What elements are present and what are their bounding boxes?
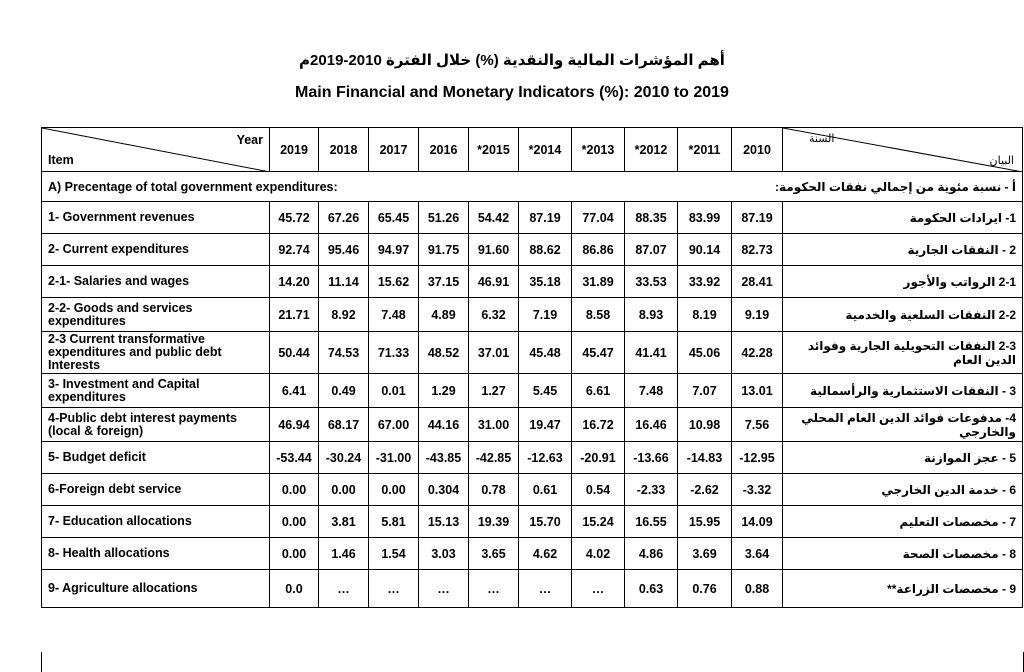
value-cell: 15.24 — [572, 506, 625, 538]
row-label-arabic: 9 - مخصصات الزراعة** — [783, 570, 1023, 608]
value-cell: 6.32 — [469, 298, 519, 332]
table-row — [42, 506, 1023, 538]
value-cell: … — [519, 570, 572, 608]
value-cell: … — [369, 570, 419, 608]
value-cell: 88.35 — [625, 202, 678, 234]
value-cell: 4.86 — [625, 538, 678, 570]
value-cell: -20.91 — [572, 442, 625, 474]
value-cell: 3.65 — [469, 538, 519, 570]
table-row — [42, 538, 1023, 570]
value-cell: 74.53 — [319, 332, 369, 374]
value-cell: 0.00 — [270, 474, 319, 506]
row-label: 4-Public debt interest payments (local & foreign) — [42, 408, 270, 442]
value-cell: 86.86 — [572, 234, 625, 266]
row-label: 8- Health allocations — [42, 538, 270, 570]
header-year: 2010 — [732, 128, 783, 172]
header-year: 2018 — [319, 128, 369, 172]
page-title-english: Main Financial and Monetary Indicators (%): 2010 to 2019 — [295, 84, 729, 101]
value-cell: 45.72 — [270, 202, 319, 234]
value-cell: 42.28 — [732, 332, 783, 374]
value-cell: 7.56 — [732, 408, 783, 442]
value-cell: 15.70 — [519, 506, 572, 538]
header-year: *2011 — [678, 128, 732, 172]
value-cell: 48.52 — [419, 332, 469, 374]
row-label-arabic: 6 - خدمة الدين الخارجي — [783, 474, 1023, 506]
value-cell: 16.55 — [625, 506, 678, 538]
value-cell: 45.48 — [519, 332, 572, 374]
table-row — [42, 266, 1023, 298]
section-a-cell — [42, 172, 1023, 202]
value-cell: 37.15 — [419, 266, 469, 298]
value-cell: 21.71 — [270, 298, 319, 332]
value-cell: 0.54 — [572, 474, 625, 506]
header-year: *2012 — [625, 128, 678, 172]
row-label: 5- Budget deficit — [42, 442, 270, 474]
value-cell: 46.91 — [469, 266, 519, 298]
table-row — [42, 234, 1023, 266]
value-cell: 45.06 — [678, 332, 732, 374]
value-cell: -12.63 — [519, 442, 572, 474]
value-cell: 67.00 — [369, 408, 419, 442]
value-cell: -13.66 — [625, 442, 678, 474]
value-cell: 28.41 — [732, 266, 783, 298]
section-a-title: A) Precentage of total government expenditures: — [48, 179, 338, 194]
value-cell: -14.83 — [678, 442, 732, 474]
value-cell: 91.75 — [419, 234, 469, 266]
value-cell: 8.58 — [572, 298, 625, 332]
value-cell: -2.33 — [625, 474, 678, 506]
value-cell: 4.62 — [519, 538, 572, 570]
value-cell: 94.97 — [369, 234, 419, 266]
table-row — [42, 202, 1023, 234]
row-label: 7- Education allocations — [42, 506, 270, 538]
row-label: 6-Foreign debt service — [42, 474, 270, 506]
value-cell: 4.89 — [419, 298, 469, 332]
value-cell: 71.33 — [369, 332, 419, 374]
row-label-arabic: 2-2 النفقات السلعية والخدمية — [783, 298, 1023, 332]
row-label: 9- Agriculture allocations — [42, 570, 270, 608]
row-label-arabic: 2 - النفقات الجارية — [783, 234, 1023, 266]
value-cell: 15.62 — [369, 266, 419, 298]
header-year: *2015 — [469, 128, 519, 172]
value-cell: -12.95 — [732, 442, 783, 474]
value-cell: … — [469, 570, 519, 608]
value-cell: -2.62 — [678, 474, 732, 506]
value-cell: 45.47 — [572, 332, 625, 374]
value-cell: 1.29 — [419, 374, 469, 408]
value-cell: 3.69 — [678, 538, 732, 570]
value-cell: 82.73 — [732, 234, 783, 266]
value-cell: 8.19 — [678, 298, 732, 332]
value-cell: -42.85 — [469, 442, 519, 474]
value-cell: 54.42 — [469, 202, 519, 234]
value-cell: 31.00 — [469, 408, 519, 442]
value-cell: 0.01 — [369, 374, 419, 408]
table-row — [42, 332, 1023, 374]
value-cell: … — [419, 570, 469, 608]
value-cell: 4.02 — [572, 538, 625, 570]
value-cell: 9.19 — [732, 298, 783, 332]
value-cell: 14.09 — [732, 506, 783, 538]
header-year: *2014 — [519, 128, 572, 172]
value-cell: 0.304 — [419, 474, 469, 506]
value-cell: 90.14 — [678, 234, 732, 266]
row-label-arabic: 7 - مخصصات التعليم — [783, 506, 1023, 538]
table-row — [42, 474, 1023, 506]
value-cell: 0.63 — [625, 570, 678, 608]
value-cell: 95.46 — [319, 234, 369, 266]
value-cell: 92.74 — [270, 234, 319, 266]
value-cell: 67.26 — [319, 202, 369, 234]
section-a-title-arabic: أ - نسبة مئوية من إجمالي نفقات الحكومة: — [775, 179, 1016, 194]
row-label-arabic: 4- مدفوعات فوائد الدين العام المحلي والخارجي — [783, 408, 1023, 442]
value-cell: -53.44 — [270, 442, 319, 474]
value-cell: 0.00 — [319, 474, 369, 506]
value-cell: 8.92 — [319, 298, 369, 332]
value-cell: 31.89 — [572, 266, 625, 298]
header-year: 2017 — [369, 128, 419, 172]
value-cell: 65.45 — [369, 202, 419, 234]
value-cell: 5.81 — [369, 506, 419, 538]
value-cell: 14.20 — [270, 266, 319, 298]
value-cell: 3.03 — [419, 538, 469, 570]
row-label-arabic: 2-1 الرواتب والأجور — [783, 266, 1023, 298]
value-cell: 1.27 — [469, 374, 519, 408]
value-cell: 16.72 — [572, 408, 625, 442]
value-cell: 77.04 — [572, 202, 625, 234]
value-cell: 7.48 — [369, 298, 419, 332]
table-row — [42, 442, 1023, 474]
value-cell: 83.99 — [678, 202, 732, 234]
section-a-row — [42, 172, 1023, 202]
value-cell: 68.17 — [319, 408, 369, 442]
value-cell: 8.93 — [625, 298, 678, 332]
row-label: 2-3 Current transformative expenditures and public debt Interests — [42, 332, 270, 374]
header-item-label-arabic: البيان — [989, 155, 1014, 167]
row-label-arabic: 1- ايرادات الحكومة — [783, 202, 1023, 234]
value-cell: 50.44 — [270, 332, 319, 374]
value-cell: 0.78 — [469, 474, 519, 506]
row-label: 2- Current expenditures — [42, 234, 270, 266]
value-cell: -3.32 — [732, 474, 783, 506]
table-row — [42, 570, 1023, 608]
value-cell: 6.41 — [270, 374, 319, 408]
value-cell: 37.01 — [469, 332, 519, 374]
value-cell: … — [319, 570, 369, 608]
header-year: 2016 — [419, 128, 469, 172]
value-cell: 0.49 — [319, 374, 369, 408]
value-cell: 91.60 — [469, 234, 519, 266]
value-cell: 13.01 — [732, 374, 783, 408]
value-cell: 0.76 — [678, 570, 732, 608]
value-cell: 33.92 — [678, 266, 732, 298]
value-cell: 87.19 — [519, 202, 572, 234]
header-year: 2019 — [270, 128, 319, 172]
value-cell: 87.19 — [732, 202, 783, 234]
header-row — [42, 128, 1023, 172]
value-cell: 3.81 — [319, 506, 369, 538]
value-cell: 1.46 — [319, 538, 369, 570]
value-cell: 11.14 — [319, 266, 369, 298]
header-year: *2013 — [572, 128, 625, 172]
value-cell: 44.16 — [419, 408, 469, 442]
value-cell: 46.94 — [270, 408, 319, 442]
value-cell: 15.13 — [419, 506, 469, 538]
row-label: 2-1- Salaries and wages — [42, 266, 270, 298]
table-row — [42, 374, 1023, 408]
value-cell: -30.24 — [319, 442, 369, 474]
header-item-cell — [42, 128, 270, 172]
next-section-partial — [41, 652, 1024, 672]
value-cell: 35.18 — [519, 266, 572, 298]
value-cell: 6.61 — [572, 374, 625, 408]
header-arabic-cell — [783, 128, 1023, 172]
diagonal-divider-icon — [42, 128, 270, 172]
value-cell: 41.41 — [625, 332, 678, 374]
value-cell: 16.46 — [625, 408, 678, 442]
value-cell: 51.26 — [419, 202, 469, 234]
value-cell: 7.07 — [678, 374, 732, 408]
value-cell: 5.45 — [519, 374, 572, 408]
value-cell: 0.00 — [270, 506, 319, 538]
value-cell: 1.54 — [369, 538, 419, 570]
row-label-arabic: 3 - النفقات الاستثمارية والرأسمالية — [783, 374, 1023, 408]
value-cell: 0.00 — [369, 474, 419, 506]
value-cell: 87.07 — [625, 234, 678, 266]
value-cell: 10.98 — [678, 408, 732, 442]
row-label: 3- Investment and Capital expenditures — [42, 374, 270, 408]
page-title-arabic: أهم المؤشرات المالية والنقدية (%) خلال الفترة 2010-2019م — [299, 52, 725, 69]
row-label-arabic: 5 - عجز الموازنة — [783, 442, 1023, 474]
header-year-label-arabic: السنة — [809, 133, 835, 145]
row-label-arabic: 8 - مخصصات الصحة — [783, 538, 1023, 570]
value-cell: 19.47 — [519, 408, 572, 442]
value-cell: 3.64 — [732, 538, 783, 570]
table-row — [42, 408, 1023, 442]
value-cell: 0.00 — [270, 538, 319, 570]
row-label-arabic: 2-3 النفقات التحويلية الجارية وفوائد الدين العام — [783, 332, 1023, 374]
value-cell: 0.61 — [519, 474, 572, 506]
value-cell: 7.19 — [519, 298, 572, 332]
value-cell: 0.0 — [270, 570, 319, 608]
row-label: 2-2- Goods and services expenditures — [42, 298, 270, 332]
value-cell: -31.00 — [369, 442, 419, 474]
value-cell: 88.62 — [519, 234, 572, 266]
value-cell: -43.85 — [419, 442, 469, 474]
value-cell: … — [572, 570, 625, 608]
header-item-label: Item — [48, 153, 74, 167]
indicators-table — [41, 127, 1023, 608]
value-cell: 0.88 — [732, 570, 783, 608]
row-label: 1- Government revenues — [42, 202, 270, 234]
value-cell: 7.48 — [625, 374, 678, 408]
value-cell: 19.39 — [469, 506, 519, 538]
value-cell: 33.53 — [625, 266, 678, 298]
table-row — [42, 298, 1023, 332]
value-cell: 15.95 — [678, 506, 732, 538]
header-year-label: Year — [236, 133, 263, 147]
